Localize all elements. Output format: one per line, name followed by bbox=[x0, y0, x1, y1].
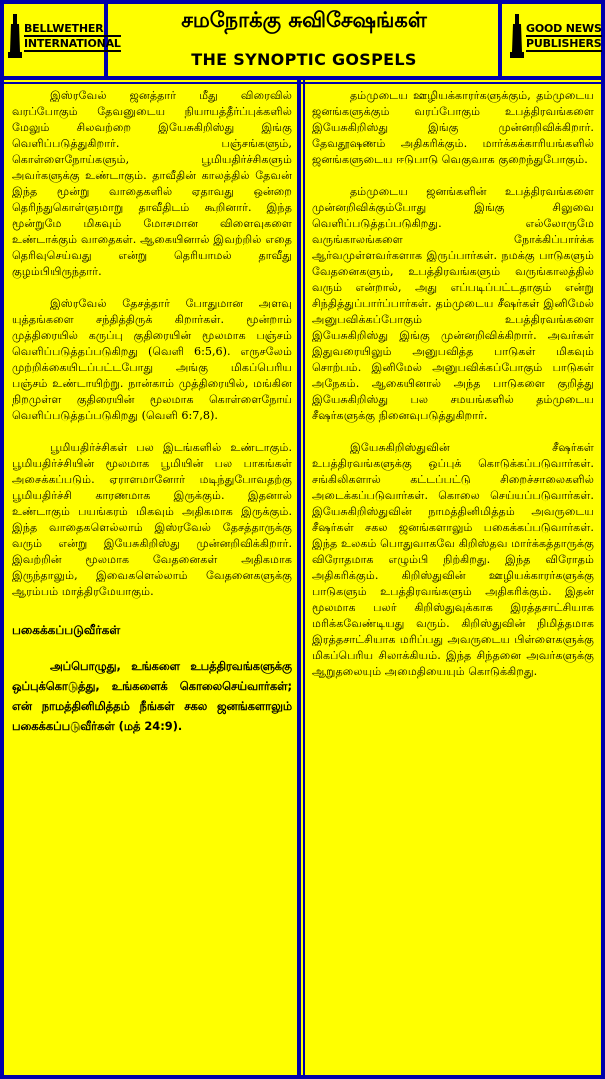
frame-left bbox=[0, 0, 4, 1079]
title-tamil: சமநோக்கு சுவிசேஷங்கள் bbox=[181, 8, 427, 32]
left-column bbox=[12, 88, 292, 736]
bellwether-logo-line1: BELLWETHER bbox=[24, 22, 121, 37]
bellwether-logo-text bbox=[24, 22, 121, 52]
bellwether-logo-line2: INTERNATIONAL bbox=[24, 37, 121, 50]
frame-top bbox=[0, 0, 605, 4]
bellwether-logo bbox=[8, 14, 121, 60]
good-news-logo-icon bbox=[510, 14, 524, 60]
right-paragraph-1: தம்முடைய ஊழியக்காரர்களுக்கும், தம்முடைய ஜனங்களுக்கும் வரப்போகும் உபத்திரவங்களை இயேசுகிறிஸ்து இங்கு முன்னறிவிக்கிறார். தேவதூஷணம் அதிகரிக்கும். மார்க்கக்காரியங்களில் ஜனங்களுடைய ஈடுபாடு வெகுவாக குறைந்துபோகும். bbox=[312, 89, 594, 166]
title-english: THE SYNOPTIC GOSPELS bbox=[191, 50, 417, 69]
bellwether-logo-icon bbox=[8, 14, 22, 60]
column-divider bbox=[297, 80, 301, 1078]
frame-right bbox=[601, 0, 605, 1079]
column-divider-inner bbox=[303, 80, 305, 1078]
right-column bbox=[312, 88, 594, 696]
left-paragraph-2: இஸ்ரவேல் தேசத்தார் போதுமான அளவு யுத்தங்களை சந்தித்திருக் கிறார்கள். மூன்றாம் முத்திரையில் கருப்பு குதிரையின் மூலமாக பஞ்சம் வெளிப்படுத்தப்படுகிறது (வெளி 6:5,6). எருசலேம் முற்றிக்கையிடப்பட்டபோது அங்கு மிகப்பெரிய பஞ்சம் உண்டாயிற்று. நான்காம் முத்திரையில், மங்கின நிறமுள்ள குதிரையின் மூலமாக கொள்ளைநோய் வெளிப்படுத்தப்படுகிறது (வெளி 6:7,8). bbox=[12, 297, 292, 422]
good-news-logo-text bbox=[526, 22, 602, 52]
right-paragraph-3: இயேசுகிறிஸ்துவின் சீஷர்கள் உபத்திரவங்களுக்கு ஒப்புக் கொடுக்கப்படுவார்கள். சங்கிலிகளால் கட்டப்பட்டு சிறைச்சாலைகளில் அடைக்கப்படுவார்கள். கொலை செய்யப்படுவார்கள். இயேசுகிறிஸ்துவின் நாமத்தினிமித்தம் அவருடைய சீஷர்கள் சகல ஜனங்களாலும் பகைக்கப்படுவார்கள். இந்த உலகம் பொதுவாகவே கிறிஸ்தவ மார்க்கத்தாருக்கு விரோதமாக எழும்பி நிற்கிறது. இந்த விரோதம் அதிகரிக்கும். கிறிஸ்துவின் ஊழியக்காரர்களுக்கு பாடுகளும் உபத்திரவங்களும் அதிகரிக்கும். இதன் மூலமாக பலர் கிறிஸ்துவுக்காக இரத்தசாட்சியாக மரிக்கவேண்டியது வரும். கிறிஸ்துவின் நிமித்தமாக இரத்தசாட்சியாக மரிப்பது அவருடைய பிள்ளைகளுக்கு மிகப்பெரிய சிலாக்கியம். இந்த சிந்தனை அவர்களுக்கு ஆறுதலையும் அமைதியையும் கொடுக்கிறது. bbox=[312, 441, 594, 678]
left-paragraph-3: பூமியதிர்ச்சிகள் பல இடங்களில் உண்டாகும். பூமியதிர்ச்சியின் மூலமாக பூமியின் பல பாகங்கள் அசைக்கப்படும். ஏராளமானோர் மடிந்துபோவதற்கு பூமியதிர்ச்சி காரணமாக இருக்கும். இதனால் உண்டாகும் பயங்கரம் மிகவும் அதிகமாக இருக்கும். இந்த வாதைகளெல்லாம் இஸ்ரவேல் தேசத்தாருக்கு வரும் என்று இயேசுகிறிஸ்து முன்னறிவிக்கிறார். இவற்றின் மூலமாக வேதனைகள் அதிகமாக இருந்தாலும், இவைகளெல்லாம் வேதனைகளுக்கு ஆரம்பம் மாத்திரமேயாகும். bbox=[12, 441, 292, 598]
good-news-logo bbox=[510, 14, 602, 60]
header-divider-right bbox=[498, 0, 502, 78]
good-news-logo-line2: PUBLISHERS bbox=[526, 37, 602, 50]
scripture-quote: அப்பொழுது, உங்களை உபத்திரவங்களுக்கு ஒப்புக்கொடுத்து, உங்களைக் கொலைசெய்வார்கள்; என் நாமத்தினிமித்தம் நீங்கள் சகல ஜனங்களாலும் பகைக்கப்படுவீர்கள் (மத் 24:9). bbox=[12, 659, 292, 733]
left-paragraph-1: இஸ்ரவேல் ஜனத்தார் மீது விரைவில் வரப்போகும் தேவனுடைய நியாயத்தீர்ப்புக்களில் மேலும் சிலவற்றை இயேசுகிறிஸ்து இங்கு வெளிப்படுத்துகிறார். பஞ்சங்களும், கொள்ளைநோய்களும், பூமியதிர்ச்சிகளும் அவர்களுக்கு உண்டாகும். தாவீதின் காலத்தில் தேவன் இந்த மூன்று வாதைகளில் ஏதாவது ஒன்றை தெரிந்துகொள்ளுமாறு தாவீதிடம் கூறினார். இந்த மூன்றுமே மிகவும் மோசமான விளைவுகளை உண்டாக்கும் வாதைகள். ஆகையினால் இவற்றில் எதை தெரிவுசெய்வது என்று தெரியாமல் தாவீது குழம்பியிருந்தார். bbox=[12, 89, 292, 278]
right-paragraph-2: தம்முடைய ஜனங்களின் உபத்திரவங்களை முன்னறிவிக்கும்போது இங்கு சிலுவை வெளிப்படுத்தப்படுகிறது. எல்லோருமே வருங்காலங்களை நோக்கிப்பார்க்க ஆர்வமுள்ளவர்களாக இருப்பார்கள். நமக்கு பாடுகளும் வேதனைகளும், உபத்திரவங்களும் வருங்காலத்தில் வரும் என்றால், அது எப்படிப்பட்டதாகும் என்று சிந்தித்துப்பார்ப்பார்கள். தம்முடைய சீஷர்கள் இனிமேல் அனுபவிக்கப்போகும் உபத்திரவங்களை இயேசுகிறிஸ்து இங்கு முன்னறிவிக்கிறார். அவர்கள் இதுவரையிலும் அனுபவித்த பாடுகள் மிகவும் சொற்பம். இனிமேல் அனுபவிக்கப்போகும் பாடுகள் அநேகம். ஆகையினால் அந்த பாடுகளை குறித்து இயேசுகிறிஸ்து பல சமயங்களில் தம்முடைய சீஷர்களுக்கு நினைவுபடுத்துகிறார். bbox=[312, 185, 594, 422]
good-news-logo-line1: GOOD NEWS bbox=[526, 22, 602, 35]
section-heading: பகைக்கப்படுவீர்கள் bbox=[12, 623, 121, 637]
